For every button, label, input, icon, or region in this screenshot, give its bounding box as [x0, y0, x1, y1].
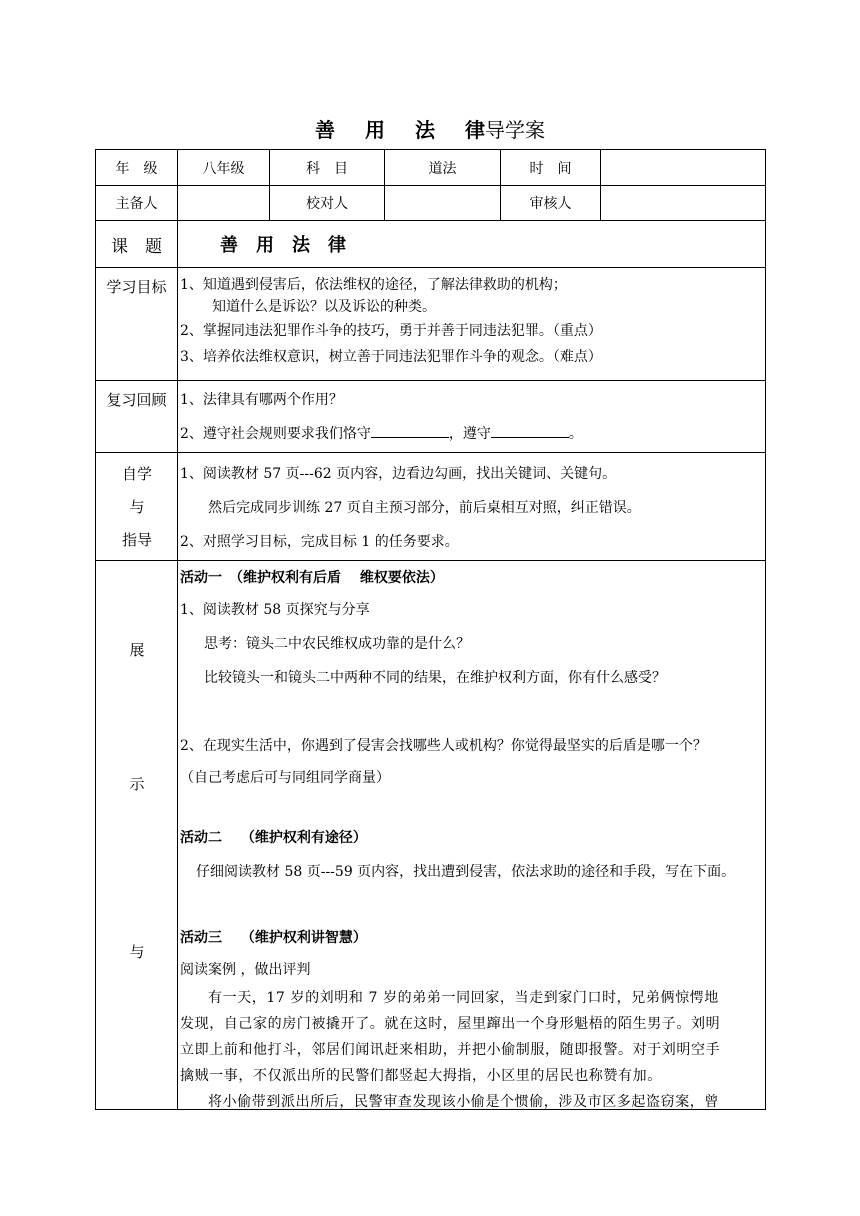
display-label [96, 561, 178, 1110]
reviewer-label: 审核人 [501, 186, 601, 221]
self-study-line: 然后完成同步训练 27 页自主预习部分，前后桌相互对照，纠正错误。 [208, 500, 641, 516]
goals-label: 学习目标 [96, 268, 178, 381]
activity3-intro: 阅读案例 ，做出评判 [180, 962, 311, 978]
self-study-label-3: 指导 [121, 531, 152, 549]
title-char: 善 [315, 118, 335, 142]
title-char: 法 [415, 118, 435, 142]
goal-line: 知道什么是诉讼？以及诉讼的种类。 [212, 299, 436, 315]
proofreader-value[interactable] [385, 186, 501, 221]
self-study-line: 2、对照学习目标，完成目标 1 的任务要求。 [180, 534, 459, 550]
self-study-label [96, 453, 178, 561]
answer-blank[interactable] [491, 423, 569, 438]
subject-label: 科 目 [270, 150, 385, 186]
review-label: 复习回顾 [96, 381, 178, 453]
title-char: 用 [365, 118, 385, 142]
review-q2-part-a: 2、遵守社会规则要求我们恪守 [180, 426, 371, 442]
title-suffix: 导学案 [485, 118, 545, 142]
case-line: 擒贼一事，不仅派出所的民警们都竖起大拇指，小区里的居民也称赞有加。 [180, 1068, 662, 1084]
topic-label: 课 题 [96, 221, 178, 268]
subject-value: 道法 [385, 150, 501, 186]
activity1-line: 比较镜头一和镜头二中两种不同的结果，在维护权利方面，你有什么感受？ [204, 670, 666, 686]
goal-line: 2、掌握同违法犯罪作斗争的技巧，勇于并善于同违法犯罪。（重点） [180, 323, 602, 339]
page-title [0, 114, 860, 143]
goal-line: 1、知道遇到侵害后，依法维权的途径，了解法律救助的机构； [180, 277, 567, 293]
self-study-line: 1、阅读教材 57 页---62 页内容，边看边勾画，找出关键词、关键句。 [180, 466, 617, 482]
reviewer-value[interactable] [601, 186, 766, 221]
display-label-1: 展 [129, 641, 145, 659]
activity1-title: 活动一 （维护权利有后盾 维权要依法） [180, 570, 444, 586]
goals-content [178, 268, 766, 381]
review-q2-part-c: 。 [568, 426, 583, 442]
proofreader-label: 校对人 [270, 186, 385, 221]
time-value[interactable] [601, 150, 766, 186]
self-study-label-2: 与 [129, 498, 145, 516]
activity2-line: 仔细阅读教材 58 页---59 页内容，找出遭到侵害，依法求助的途径和手段，写在下面。 [196, 864, 736, 880]
activity1-line: （自己考虑后可与同组同学商量） [180, 770, 390, 786]
grade-label: 年 级 [96, 150, 178, 186]
display-label-2: 示 [129, 775, 145, 793]
self-study-content [178, 453, 766, 561]
case-line: 有一天，17 岁的刘明和 7 岁的弟弟一同回家，当走到家门口时，兄弟俩惊愕地 [208, 990, 719, 1006]
activity1-line: 1、阅读教材 58 页探究与分享 [180, 602, 370, 618]
activity2-title: 活动二 （维护权利有途径） [180, 830, 367, 846]
activity1-line: 2、在现实生活中，你遇到了侵害会找哪些人或机构？你觉得最坚实的后盾是哪一个？ [180, 738, 707, 754]
display-label-3: 与 [129, 943, 145, 961]
case-line: 立即上前和他打斗，邻居们闻讯赶来相助，并把小偷制服，随即报警。对于刘明空手 [180, 1042, 721, 1058]
preparer-value[interactable] [178, 186, 270, 221]
activity1-line: 思考：镜头二中农民维权成功靠的是什么？ [204, 636, 470, 652]
review-question-1: 1、法律具有哪两个作用？ [180, 392, 343, 408]
review-q2-part-b: ，遵守 [448, 426, 491, 442]
time-label: 时 间 [501, 150, 601, 186]
answer-blank[interactable] [371, 423, 449, 438]
study-guide-table [95, 149, 766, 1110]
self-study-label-1: 自学 [121, 465, 152, 483]
topic-value: 善 用 法 律 [178, 221, 766, 268]
grade-value: 八年级 [178, 150, 270, 186]
title-char: 律 [465, 118, 485, 142]
review-question-2 [180, 423, 583, 443]
case-line: 发现，自己家的房门被撬开了。就在这时，屋里蹿出一个身形魁梧的陌生男子。刘明 [180, 1016, 721, 1032]
review-content [178, 381, 766, 453]
display-content [178, 561, 766, 1110]
goal-line: 3、培养依法维权意识，树立善于同违法犯罪作斗争的观念。（难点） [180, 349, 602, 365]
case-line: 将小偷带到派出所后，民警审查发现该小偷是个惯偷，涉及市区多起盗窃案，曾 [208, 1094, 719, 1110]
preparer-label: 主备人 [96, 186, 178, 221]
activity3-title: 活动三 （维护权利讲智慧） [180, 930, 367, 946]
